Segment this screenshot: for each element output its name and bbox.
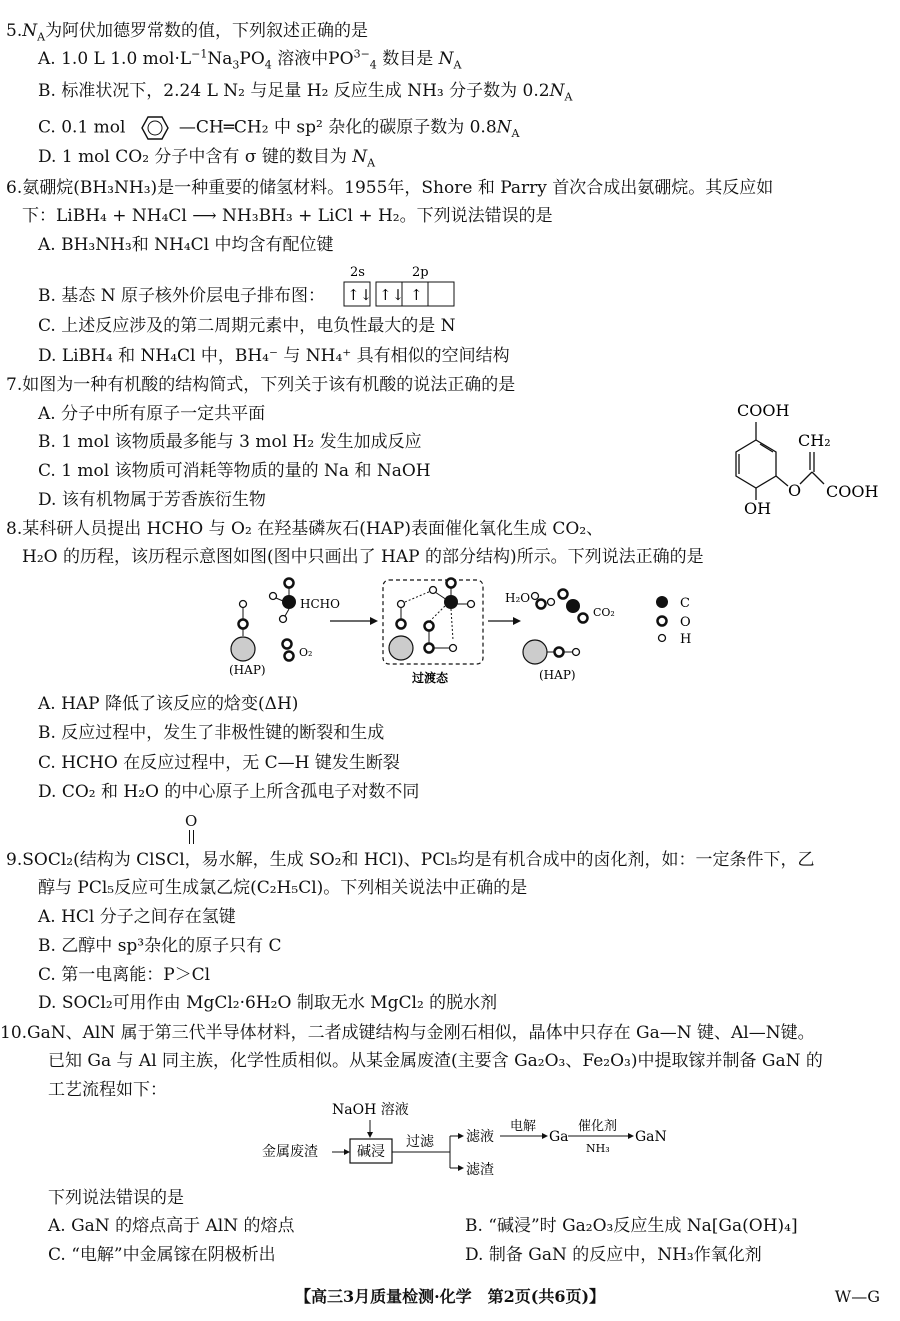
footer-code: W—G xyxy=(834,1287,880,1306)
option-label: A. xyxy=(38,49,56,69)
q9-struct-o: O xyxy=(185,812,198,830)
fig-o2: O₂ xyxy=(299,646,313,659)
organic-acid-structure xyxy=(700,396,890,520)
flow-catalyst: 催化剂 xyxy=(578,1119,618,1134)
orbital-2s-label: 2s xyxy=(350,265,365,280)
orbital-2p2-arrow: ↑ xyxy=(410,286,423,304)
q8-stem1: 某科研人员提出 HCHO 与 O₂ 在羟基磷灰石(HAP)表面催化氧化生成 CO₂、 xyxy=(22,519,604,539)
q5-c-text2: —CH═CH₂ 中 sp² 杂化的碳原子数为 0.8 xyxy=(178,117,497,138)
flow-ga: Ga xyxy=(549,1129,569,1145)
orbital-2p-label: 2p xyxy=(412,265,429,280)
q7-number: 7. xyxy=(6,375,23,395)
q10-option-a: A. GaN 的熔点高于 AlN 的熔点 xyxy=(48,1216,295,1236)
flow-filtrate: 滤液 xyxy=(466,1129,494,1145)
q8-option-a: A. HAP 降低了该反应的焓变(ΔH) xyxy=(38,694,299,714)
flow-waste: 金属废渣 xyxy=(262,1144,318,1160)
fig-hcho: HCHO xyxy=(300,597,340,611)
q5-option-d: D. 1 mol CO₂ 分子中含有 σ 键的数目为 $N_A$ xyxy=(38,147,376,170)
q5-a-text1: 1.0 L 1.0 mol·L xyxy=(61,49,192,69)
footer-center: 【高三3月质量检测·化学 第2页(共6页)】 xyxy=(294,1287,606,1306)
q5-a-text5: 数目是 xyxy=(382,49,434,69)
q8-option-b: B. 反应过程中，发生了非极性键的断裂和生成 xyxy=(38,723,385,743)
q10-number: 10. xyxy=(0,1023,28,1043)
reaction-mechanism-figure xyxy=(225,576,725,690)
q8-stem-line2: H₂O 的历程，该历程示意图如图(图中只画出了 HAP 的部分结构)所示。下列说法正确的是 xyxy=(22,547,704,567)
struct-ether-o: O xyxy=(788,481,802,500)
q10-option-b: B. “碱浸”时 Ga₂O₃反应生成 Na[Ga(OH)₄] xyxy=(465,1216,798,1236)
q9-option-d: D. SOCl₂可用作由 MgCl₂·6H₂O 制取无水 MgCl₂ 的脱水剂 xyxy=(38,993,498,1013)
orbital-diagram xyxy=(340,262,460,310)
fig-co2: CO₂ xyxy=(593,606,615,619)
q9-stem-line1 xyxy=(6,849,814,871)
flow-filter: 过滤 xyxy=(406,1134,434,1150)
q5-stem: $5.N_A$为阿伏加德罗常数的值，下列叙述正确的是 xyxy=(6,21,369,44)
struct-ch2: CH₂ xyxy=(798,431,831,450)
q10-option-c: C. “电解”中金属镓在阴极析出 xyxy=(48,1245,276,1265)
flow-gan: GaN xyxy=(635,1129,667,1145)
fig-h2o: H₂O xyxy=(505,591,531,605)
orbital-2p-box-3 xyxy=(428,282,454,306)
q6-option-b xyxy=(38,285,325,307)
q7-option-d: D. 该有机物属于芳香族衍生物 xyxy=(38,490,266,510)
q9-stem-line2: 醇与 PCl₅反应可生成氯乙烷(C₂H₅Cl)。下列相关说法中正确的是 xyxy=(38,878,528,898)
q5-number: 5. xyxy=(6,21,23,41)
q7-stem-text: 如图为一种有机酸的结构简式，下列关于该有机酸的说法正确的是 xyxy=(22,375,516,395)
option-label: B. xyxy=(38,81,56,101)
q5-a-text4: 溶液中PO xyxy=(277,49,354,69)
fig-transition-state-label: 过渡态 xyxy=(412,671,449,685)
q9-option-b: B. 乙醇中 sp³杂化的原子只有 C xyxy=(38,936,282,956)
option-label: D. xyxy=(38,147,57,167)
q10-ask: 下列说法错误的是 xyxy=(48,1188,184,1208)
q10-stem-line3: 工艺流程如下： xyxy=(48,1080,167,1100)
q6-number: 6. xyxy=(6,178,23,198)
struct-cooh-right: COOH xyxy=(826,482,879,501)
q10-stem-line2: 已知 Ga 与 Al 同主族，化学性质相似。从某金属废渣(主要含 Ga₂O₃、Fe₂O₃)中提取镓并制备 GaN 的 xyxy=(48,1051,823,1071)
q5-stem-text: 为阿伏加德罗常数的值，下列叙述正确的是 xyxy=(45,21,369,41)
q6-option-a: A. BH₃NH₃和 NH₄Cl 中均含有配位键 xyxy=(38,235,334,255)
q5-b-text: 标准状况下，2.24 L N₂ 与足量 H₂ 反应生成 NH₃ 分子数为 0.2 xyxy=(61,81,550,101)
struct-oh: OH xyxy=(744,499,772,518)
q9-stem1: SOCl₂(结构为 ClSCl，易水解，生成 SO₂和 HCl)、PCl₅均是有机合成中的卤化剂，如：一定条件下，乙 xyxy=(22,850,815,870)
flow-leach: 碱浸 xyxy=(357,1144,385,1160)
flow-electrolysis: 电解 xyxy=(510,1119,537,1134)
q7-stem xyxy=(6,374,515,396)
q6-option-d: D. LiBH₄ 和 NH₄Cl 中，BH₄⁻ 与 NH₄⁺ 具有相似的空间结构 xyxy=(38,346,510,366)
q8-number: 8. xyxy=(6,519,23,539)
q7-option-b: B. 1 mol 该物质最多能与 3 mol H₂ 发生加成反应 xyxy=(38,432,422,452)
q5-option-b: B. 标准状况下，2.24 L N₂ 与足量 H₂ 反应生成 NH₃ 分子数为 $0.2N_A$ xyxy=(38,81,573,104)
fig-hap-right: (HAP) xyxy=(539,668,576,682)
q5-option-a: A. 1.0 L 1.0 $mol\cdot L^{-1}Na_3PO_4$ 溶液中$PO^{3-}_4$ 数目是 $N_A$ xyxy=(38,47,462,72)
q6-option-c: C. 上述反应涉及的第二周期元素中，电负性最大的是 N xyxy=(38,316,456,336)
q10-stem1: GaN、AlN 属于第三代半导体材料，二者成键结构与金刚石相似，晶体中只存在 Ga—N 键、Al—N键。 xyxy=(27,1023,815,1043)
flow-naoh: NaOH 溶液 xyxy=(332,1102,409,1118)
q9-option-a: A. HCl 分子之间存在氢键 xyxy=(38,907,236,927)
benzene-ring-icon xyxy=(133,113,177,143)
flow-residue: 滤渣 xyxy=(466,1162,494,1178)
q7-option-c: C. 1 mol 该物质可消耗等物质的量的 Na 和 NaOH xyxy=(38,461,431,481)
q9-struct-double-bond xyxy=(189,830,194,844)
q7-option-a: A. 分子中所有原子一定共平面 xyxy=(38,404,266,424)
legend-h: H xyxy=(680,632,692,647)
q6-stem-line2: 下：LiBH₄ + NH₄Cl ⟶ NH₃BH₃ + LiCl + H₂。下列说法错误的是 xyxy=(22,206,553,226)
fig-hap-left: (HAP) xyxy=(229,663,266,677)
q5-a-text3: PO xyxy=(239,49,265,69)
legend-o: O xyxy=(680,615,691,630)
q5-a-text2: Na xyxy=(207,49,233,69)
struct-cooh-top: COOH xyxy=(737,401,790,420)
legend-c: C xyxy=(680,596,690,611)
q10-stem-line1 xyxy=(0,1022,815,1044)
q9-option-c: C. 第一电离能：P＞Cl xyxy=(38,965,211,985)
q6-stem1: 氨硼烷(BH₃NH₃)是一种重要的储氢材料。1955年，Shore 和 Parry 首次合成出氨硼烷。其反应如 xyxy=(22,178,774,198)
q5-c-text1: 0.1 mol xyxy=(61,117,126,138)
process-flow-diagram xyxy=(260,1098,680,1184)
orbital-2s-arrows: ↑↓ xyxy=(347,286,373,304)
q5-option-c: C. 0.1 mol —CH═CH₂ 中 sp² 杂化的碳原子数为 $0.8N_A$ xyxy=(38,113,519,143)
flow-nh3: NH₃ xyxy=(586,1142,610,1155)
q5-d-text: 1 mol CO₂ 分子中含有 σ 键的数目为 xyxy=(61,147,347,167)
option-label: C. xyxy=(38,117,56,138)
q8-option-d: D. CO₂ 和 H₂O 的中心原子上所含孤电子对数不同 xyxy=(38,782,420,802)
q10-option-d: D. 制备 GaN 的反应中，NH₃作氧化剂 xyxy=(465,1245,762,1265)
q8-option-c: C. HCHO 在反应过程中，无 C—H 键发生断裂 xyxy=(38,753,400,773)
q6-b-text: B. 基态 N 原子核外价层电子排布图： xyxy=(38,286,325,306)
q8-stem-line1 xyxy=(6,518,603,540)
q6-stem-line1 xyxy=(6,177,773,199)
q9-number: 9. xyxy=(6,850,23,870)
orbital-2p1-arrows: ↑↓ xyxy=(379,286,405,304)
